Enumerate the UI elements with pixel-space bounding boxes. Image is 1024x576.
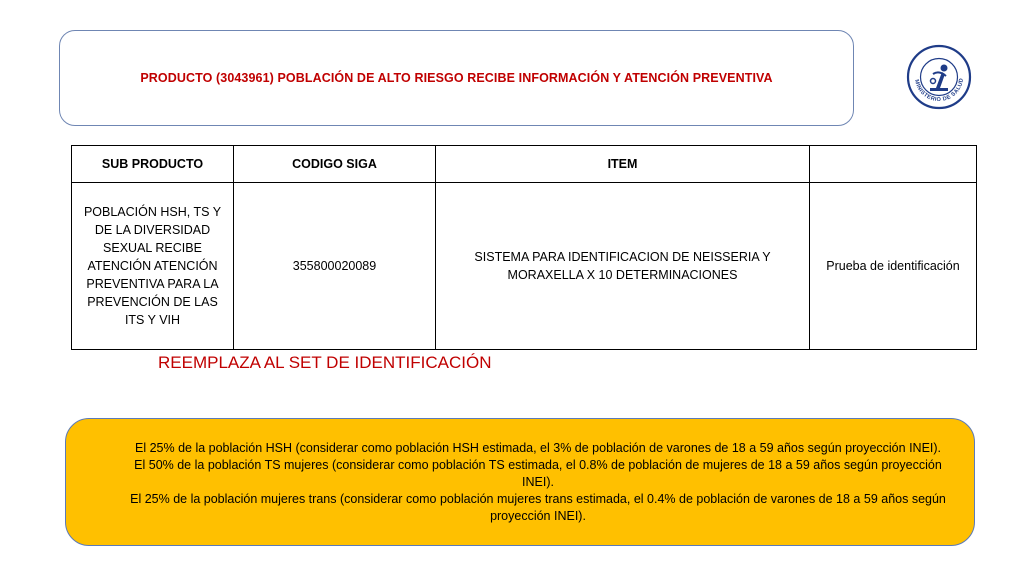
header-codigo-siga: CODIGO SIGA	[234, 146, 436, 183]
product-title: PRODUCTO (3043961) POBLACIÓN DE ALTO RIESGO RECIBE INFORMACIÓN Y ATENCIÓN PREVENTIVA	[140, 71, 773, 85]
sub-producto-cell: POBLACIÓN HSH, TS Y DE LA DIVERSIDAD SEXUAL RECIBE ATENCIÓN ATENCIÓN PREVENTIVA PARA LA PREVENCIÓN DE LAS ITS Y VIH	[72, 183, 234, 350]
note-hsh: El 25% de la población HSH (considerar como población HSH estimada, el 3% de población de varones de 18 a 59 años según proyección INEI).	[134, 440, 942, 455]
item-cell: SISTEMA PARA IDENTIFICACION DE NEISSERIA Y MORAXELLA X 10 DETERMINACIONES	[436, 183, 810, 350]
codigo-siga-cell: 355800020089	[234, 183, 436, 350]
table-row	[72, 183, 977, 350]
population-notes-box	[65, 418, 975, 546]
header-sub-producto: SUB PRODUCTO	[72, 146, 234, 183]
ministerio-de-salud-seal-icon	[906, 44, 972, 110]
descripcion-cell: Prueba de identificación	[810, 183, 977, 350]
logo-text: MINISTERIO DE SALUD	[913, 77, 966, 104]
product-table	[71, 145, 977, 350]
table-header-row	[72, 146, 977, 183]
header-blank	[810, 146, 977, 183]
replacement-note: REEMPLAZA AL SET DE IDENTIFICACIÓN	[158, 353, 492, 372]
header-item: ITEM	[436, 146, 810, 183]
note-mujeres-trans: El 25% de la población mujeres trans (considerar como población mujeres trans estimada, el 0.4% de población de varones de 18 a 59 años según proyección INEI).	[130, 491, 946, 523]
note-ts-mujeres: El 50% de la población TS mujeres (considerar como población TS estimada, el 0.8% de población de mujeres de 18 a 59 años según proyección INEI).	[134, 457, 942, 489]
title-banner	[59, 30, 854, 126]
